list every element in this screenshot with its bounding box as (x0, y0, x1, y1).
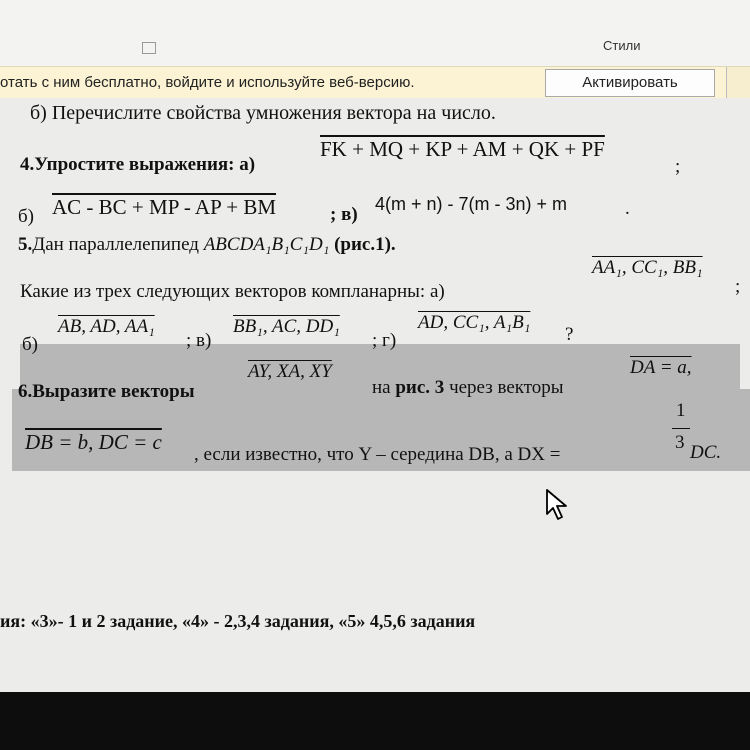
task6-vectors: AY, XA, XY (248, 361, 332, 382)
task5-v-vectors: BB₁, AC, DD₁ (233, 316, 340, 337)
task5-number: 5. (18, 234, 33, 255)
task6-db-dc: DB = b, DC = c (25, 430, 162, 454)
task5-b-vectors: AB, AD, AA₁ (58, 316, 155, 337)
styles-group-label: Стили (603, 38, 641, 53)
ribbon-toolbar (0, 0, 750, 66)
grading-criteria: ия: «3»- 1 и 2 задание, «4» - 2,3,4 задания, «5» 4,5,6 задания (0, 611, 476, 631)
task4-title: 4.Упростите выражения: а) (20, 154, 256, 175)
notification-text: отать с ним бесплатно, войдите и используйте веб-версию. (0, 74, 415, 91)
document-page[interactable] (0, 98, 750, 692)
fraction-bar (672, 428, 690, 429)
task6-ref-pre: на (372, 377, 391, 398)
task5-title (18, 234, 396, 256)
task4-v-expression: 4(m + n) - 7(m - 3n) + m (375, 194, 568, 214)
task6-ref: рис. 3 (395, 377, 445, 398)
dialog-launcher-icon[interactable] (142, 42, 156, 54)
task6-da: DA = a, (630, 357, 692, 378)
task5-b-label: б) (22, 334, 38, 355)
task4-b-label: б) (18, 206, 34, 227)
task6-condition-text: , если известно, что Y – середина DB, а DX = (194, 444, 561, 465)
task5-g-label: ; г) (372, 330, 397, 351)
task4-a-expression: FK + MQ + KP + AM + QK + PF (320, 137, 605, 161)
task5-g-vectors: AD, CC₁, A₁B₁ (418, 312, 531, 333)
task6-fraction-after: DC. (690, 442, 722, 463)
task4-b-expression: AC - BC + MP - AP + BM (52, 195, 277, 219)
task3-b-text: б) Перечислите свойства умножения вектора на число. (30, 102, 496, 124)
notification-bar (0, 66, 750, 100)
mouse-cursor-icon (545, 488, 571, 522)
task5-text: Дан параллелепипед (32, 234, 199, 255)
task4-v-end: . (625, 198, 630, 219)
task4-v-label: ; в) (330, 204, 358, 225)
task6-fraction-denominator: 3 (675, 432, 685, 453)
task5-figure-name: ABCDA₁B₁C₁D₁ (203, 234, 330, 255)
task5-v-label: ; в) (186, 330, 212, 351)
activate-button[interactable]: Активировать (545, 69, 715, 97)
task5-g-end: ? (565, 324, 574, 345)
task6-ref-post: через векторы (449, 377, 564, 398)
task5-a-vectors: AA₁, CC₁, BB₁ (592, 257, 703, 278)
task6-condition (194, 444, 560, 466)
task5-figure-ref: (рис.1). (334, 234, 396, 255)
task5-question: Какие из трех следующих векторов компланарны: а) (20, 281, 445, 302)
task4-a-end: ; (675, 156, 681, 177)
task6-title: 6.Выразите векторы (18, 381, 195, 402)
task6-fraction-numerator: 1 (676, 400, 686, 421)
task5-a-end: ; (735, 276, 741, 297)
notification-close-area[interactable] (726, 67, 750, 99)
task6-ref-line (372, 377, 564, 399)
